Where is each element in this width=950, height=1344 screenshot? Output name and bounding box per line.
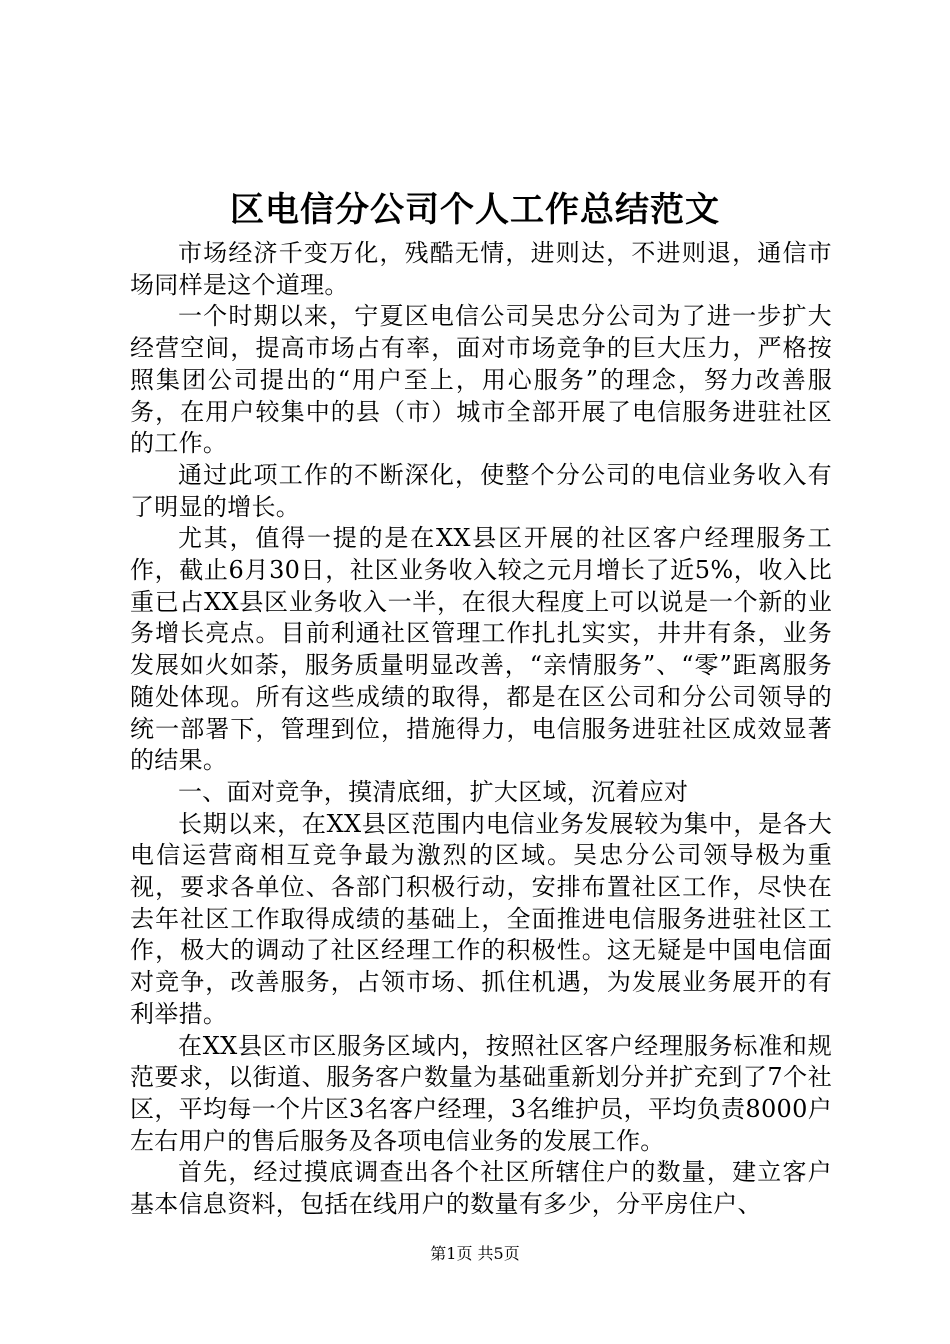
document-body bbox=[130, 238, 832, 1221]
paragraph: 长期以来，在XX县区范围内电信业务发展较为集中，是各大电信运营商相互竞争最为激烈的区域。吴忠分公司领导极为重视，要求各单位、各部门积极行动，安排布置社区工作，尽快在去年社区工作取得成绩的基础上，全面推进电信服务进驻社区工作，极大的调动了社区经理工作的积极性。这无疑是中国电信面对竞争，改善服务，占领市场、抓住机遇，为发展业务展开的有利举措。 bbox=[130, 809, 832, 1028]
paragraph: 首先，经过摸底调查出各个社区所辖住户的数量，建立客户基本信息资料，包括在线用户的数量有多少，分平房住户、 bbox=[130, 1158, 832, 1219]
document-title: 区电信分公司个人工作总结范文 bbox=[230, 190, 720, 230]
section-heading: 一、面对竞争，摸清底细，扩大区域，沉着应对 bbox=[178, 777, 689, 806]
paragraph: 尤其，值得一提的是在XX县区开展的社区客户经理服务工作，截止6月30日，社区业务收入较之元月增长了近5%，收入比重已占XX县区业务收入一半，在很大程度上可以说是一个新的业务增长亮点。目前利通社区管理工作扎扎实实，井井有条，业务发展如火如荼，服务质量明显改善，“亲情服务”、“零”距离服务随处体现。所有这些成绩的取得，都是在区公司和分公司领导的统一部署下，管理到位，措施得力，电信服务进驻社区成效显著的结果。 bbox=[130, 524, 832, 775]
paragraph: 一个时期以来，宁夏区电信公司吴忠分公司为了进一步扩大经营空间，提高市场占有率，面对市场竞争的巨大压力，严格按照集团公司提出的“用户至上，用心服务”的理念，努力改善服务，在用户较集中的县（市）城市全部开展了电信服务进驻社区的工作。 bbox=[130, 302, 832, 458]
paragraph: 在XX县区市区服务区域内，按照社区客户经理服务标准和规范要求，以街道、服务客户数量为基础重新划分并扩充到了7个社区，平均每一个片区3名客户经理，3名维护员，平均负责8000户左右用户的售后服务及各项电信业务的发展工作。 bbox=[130, 1031, 832, 1155]
paragraph: 通过此项工作的不断深化，使整个分公司的电信业务收入有了明显的增长。 bbox=[130, 460, 832, 521]
paragraph: 市场经济千变万化，残酷无情，进则达，不进则退，通信市场同样是这个道理。 bbox=[130, 239, 832, 299]
page-footer: 第1页 共5页 bbox=[430, 1244, 520, 1263]
